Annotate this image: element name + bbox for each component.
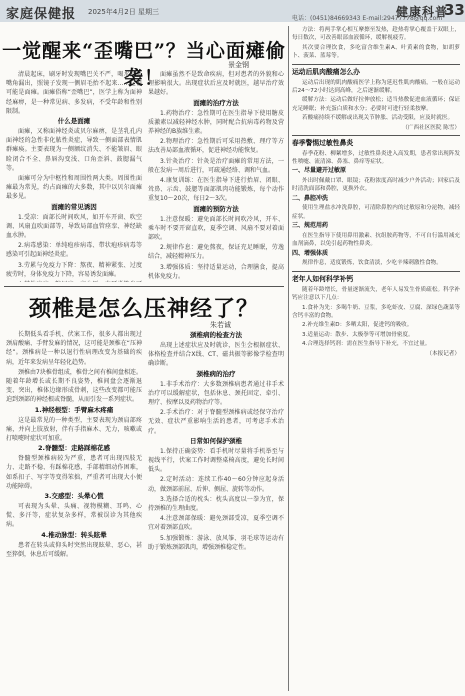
article1-column-1 (6, 70, 142, 282)
subheading: 颈椎病的治疗 (196, 369, 236, 378)
paragraph: 2.手术治疗：对于脊髓型颈椎病或经保守治疗无效、症状严重影响生活的患者，可考虑手术治疗。 (148, 409, 284, 435)
paragraph: 1.受凉：面部长时间吹风，如开车开窗、吹空调、风扇直吹面部等，导致局部血管痉挛、神经缺血水肿。 (6, 213, 142, 240)
paragraph: 随着年龄增长，骨量逐渐流失，老年人易发生骨质疏松。科学补钙应注意以下几点： (292, 286, 460, 302)
article1-author: 景金钢 (228, 61, 249, 69)
subheading: 3.交感型：头晕心慌 (44, 492, 104, 501)
paragraph: 1.注意保暖：避免面部长时间吹冷风，开车、乘车时不要开窗直吹，夏季空调、风扇不要对着面部吹。 (148, 215, 284, 242)
paragraph: 2.定时活动：连续工作40～60分钟应起身活动，做颈部前屈、后伸、侧屈、旋转等动作。 (148, 476, 284, 493)
paragraph: 在医生指导下使用鼻用激素、抗组胺药物等，不可自行滥用减充血剂滴鼻，以免引起药物性鼻炎。 (292, 232, 460, 248)
brief-subheading: 二、鼻腔冲洗 (292, 194, 329, 202)
brief-subheading: 四、增强体质 (292, 249, 329, 257)
paragraph: 5.加强锻炼：游泳、放风筝、羽毛球等运动有助于锻炼颈部肌肉，增强颈椎稳定性。 (148, 534, 284, 551)
section-title: 家庭保健报 (6, 7, 77, 22)
subheading: 面瘫的预防方法 (193, 204, 239, 213)
brief-title: 老年人如何科学补钙 (292, 274, 354, 283)
paragraph: 1.保持正确姿势：看手机时尽量将手机举至与视线平行，伏案工作时调整桌椅高度，避免长时间低头。 (148, 447, 284, 474)
paragraph: 外出时佩戴口罩、眼镜；花粉浓度高时减少户外活动；回家后及时清洗面部和鼻腔，更换外衣。 (292, 178, 460, 193)
subheading: 2.脊髓型：走路踩棉花感 (38, 444, 110, 453)
paragraph: 2.病毒感染：单纯疱疹病毒、带状疱疹病毒等感染可引起面神经炎症。 (6, 242, 142, 259)
brief-subheading: 一、尽量避开过敏原 (292, 167, 347, 175)
brief-source: （本报记者） (426, 350, 460, 357)
paragraph: 若酸痛持续不缓解或出现关节肿胀、活动受限，应及时就医。 (302, 115, 454, 122)
brief-subheading: 三、规范用药 (292, 222, 329, 230)
article-separator (4, 286, 284, 287)
paragraph: 3.劳累与免疫力下降：熬夜、精神紧张、过度疲劳时，身体免疫力下降，容易诱发面瘫。 (6, 261, 142, 278)
paragraph: 2.规律作息：避免熬夜，保证充足睡眠，劳逸结合，减轻精神压力。 (148, 244, 284, 261)
article2-author: 朱若诚 (210, 321, 231, 329)
subheading: 面瘫的治疗方法 (193, 98, 239, 107)
paragraph: 这是最常见的一种类型，主要表现为颈肩部疼痛，并向上肢放射，伴有手指麻木、无力，咳嗽或打喷嚏时症状可加重。 (6, 416, 142, 443)
subheading: 颈椎病的检查方法 (190, 331, 242, 339)
paragraph: 使用生理盐水冲洗鼻腔，可清除鼻腔内的过敏原和分泌物，减轻症状。 (292, 205, 460, 220)
paragraph: 方法：将两手掌心相互摩擦至发热，趁热将掌心覆盖于双眼上，每日数次，可改善眼部血液循环，缓解视疲劳。 (292, 27, 460, 42)
paragraph: 可表现为头晕、头痛、视物模糊、耳鸣、心慌、多汗等，症状复杂多样，常被误诊为其他疾病。 (6, 503, 142, 529)
paragraph: 3.增强体质：坚持适量运动，合理膳食，提高机体免疫力。 (148, 263, 284, 280)
article2-column-1 (6, 330, 142, 692)
subheading: 面瘫的常见诱因 (51, 202, 97, 211)
subheading: 什么是面瘫 (57, 117, 91, 126)
paragraph: 其次要合理饮食，多吃富含维生素A、叶黄素的食物，如胡萝卜、菠菜、蓝莓等。 (292, 44, 460, 60)
issue-date: 2025年4月2日 星期三 (88, 8, 159, 16)
article1-column-2 (148, 70, 284, 282)
paragraph: 长期低头看手机、伏案工作，很多人都出现过颈肩酸痛、手臂发麻的情况，这可能是颈椎在“压神经”。颈椎病是一种以退行性病理改变为基础的疾病，近年来发病呈年轻化趋势。 (6, 331, 142, 366)
paragraph: 3.适量运动：散步、太极拳等可增加骨密度。 (302, 331, 414, 338)
paragraph: 出现上述症状应及时就诊，医生会根据症状、体格检查并结合X线、CT、磁共振等影像学检查明确诊断。 (148, 342, 284, 368)
paragraph: 面瘫，又称面神经炎或贝尔麻痹，是茎乳孔内面神经的急性非化脓性炎症，导致一侧面部表情肌群瘫痪。主要表现为一侧额纹消失、不能皱眉、眼睑闭合不全、鼻唇沟变浅、口角歪斜、鼓腮漏气等。 (6, 128, 142, 172)
paragraph: 2.物理治疗：急性期后可采用热敷、理疗等方法改善局部血液循环，促进神经功能恢复。 (148, 138, 284, 155)
paragraph: 春季花粉、柳絮增多，过敏性鼻炎进入高发期，患者常出现阵发性喷嚏、流清涕、鼻塞、鼻痒等症状。 (292, 150, 460, 166)
paragraph: 1.食补为先：多喝牛奶、豆浆，多吃虾皮、豆腐、深绿色蔬菜等含钙丰富的食物。 (292, 304, 460, 319)
paragraph: 1.药物治疗：急性期可在医生指导下使用糖皮质激素以减轻神经水肿，同时配合抗病毒药物及营养神经的B族维生素。 (148, 109, 284, 136)
paragraph: 运动后出现的肌肉酸痛医学上称为延迟性肌肉酸痛，一般在运动后24～72小时达到高峰，之后逐渐缓解。 (292, 79, 460, 95)
article1-title: 一觉醒来“歪嘴巴”？当心面瘫偷袭！ (2, 40, 286, 89)
right-column (292, 26, 460, 692)
paragraph: 3.针灸治疗：针灸是治疗面瘫的常用方法，一般在发病一周后进行，可疏通经络、调和气血。 (148, 157, 284, 174)
brief-divider (292, 271, 460, 272)
subheading: 1.神经根型：手臂麻木疼痛 (34, 405, 114, 414)
column-brand: 健康科普 (396, 5, 449, 19)
paragraph: 1.非手术治疗：大多数颈椎病患者通过非手术治疗可以缓解症状，包括休息、颈托固定、牵引、理疗、按摩以及药物治疗等。 (148, 380, 284, 407)
paragraph: 面瘫虽然不是致命疾病，但对患者的外貌和心理影响很大。出现症状后应及时就医，越早治疗效果越好。 (148, 71, 284, 97)
page-number: 33 (444, 1, 465, 19)
paragraph: 2.补充维生素D：多晒太阳，促进钙的吸收。 (302, 322, 413, 329)
article2-column-2 (148, 330, 284, 692)
paragraph: 缓解方法：运动后做好拉伸放松；适当热敷促进血液循环；保证充足睡眠；补充蛋白质和水分；必要时可进行轻柔按摩。 (292, 97, 460, 112)
paragraph: 脊髓型颈椎病较为严重，患者可出现四肢无力、走路不稳、有踩棉花感，手部精细动作困难，如系扣子、写字等变得笨拙，严重者可出现大小便功能障碍。 (6, 455, 142, 490)
page-header (0, 0, 465, 22)
paragraph: 面瘫可分为中枢性和周围性两大类。周围性面瘫最为常见，约占面瘫的大多数，其中以贝尔面瘫最多见。 (6, 175, 142, 201)
paragraph: 4.合理选择钙剂：需在医生指导下补充，不宜过量。 (302, 341, 431, 348)
brief-title: 春季警惕过敏性鼻炎 (292, 138, 354, 147)
subheading: 日常如何保护颈椎 (190, 436, 242, 445)
brief-source: （广西社区医院 陈雪） (402, 124, 460, 131)
subheading: 4.椎动脉型：转头眩晕 (41, 530, 107, 539)
paragraph: 患者在转头或仰头时突然出现眩晕、恶心，甚至猝倒，休息后可缓解。 (6, 541, 142, 558)
article2-title: 颈椎是怎么压神经了？ (28, 296, 259, 322)
paragraph: 3.选择合适的枕头：枕头高度以一拳为宜，保持颈椎的生理曲度。 (148, 495, 284, 513)
paragraph: 清晨起床，刷牙时发现嘴巴关不严，喝水时从嘴角漏出，照镜子发现一侧眉毛抬不起来……这很可能是面瘫。面瘫俗称“歪嘴巴”，医学上称为面神经麻痹，是一种常见病、多发病，不受年龄和性别限制。 (6, 71, 142, 115)
paragraph (6, 280, 142, 282)
brief-divider (292, 135, 460, 136)
paragraph: 颈椎由7块椎骨组成，椎骨之间有椎间盘相连。随着年龄增长或长期不良姿势，椎间盘会逐渐退变、突出，椎体边缘形成骨刺，这些改变都可能压迫到颈部的神经根或脊髓，从而引发一系列症状。 (6, 368, 142, 404)
editor-contact: 电话：(0451)84669343 E-mail:29477778@qq.com (292, 15, 443, 22)
paragraph: 4.注意颈部保暖：避免颈部受凉，夏季空调不宜对着颈部直吹。 (148, 515, 284, 532)
column-divider (288, 26, 289, 691)
brief-divider (292, 64, 460, 65)
paragraph: 4.康复训练：在医生指导下进行抬眉、闭眼、耸鼻、示齿、鼓腮等面部肌肉功能锻炼，每个动作重复10～20次，每日2～3次。 (148, 177, 284, 203)
brief-title: 运动后肌肉酸痛怎么办 (292, 67, 360, 76)
paragraph: 规律作息，适度锻炼，饮食清淡，少吃辛辣刺激性食物。 (302, 260, 442, 267)
